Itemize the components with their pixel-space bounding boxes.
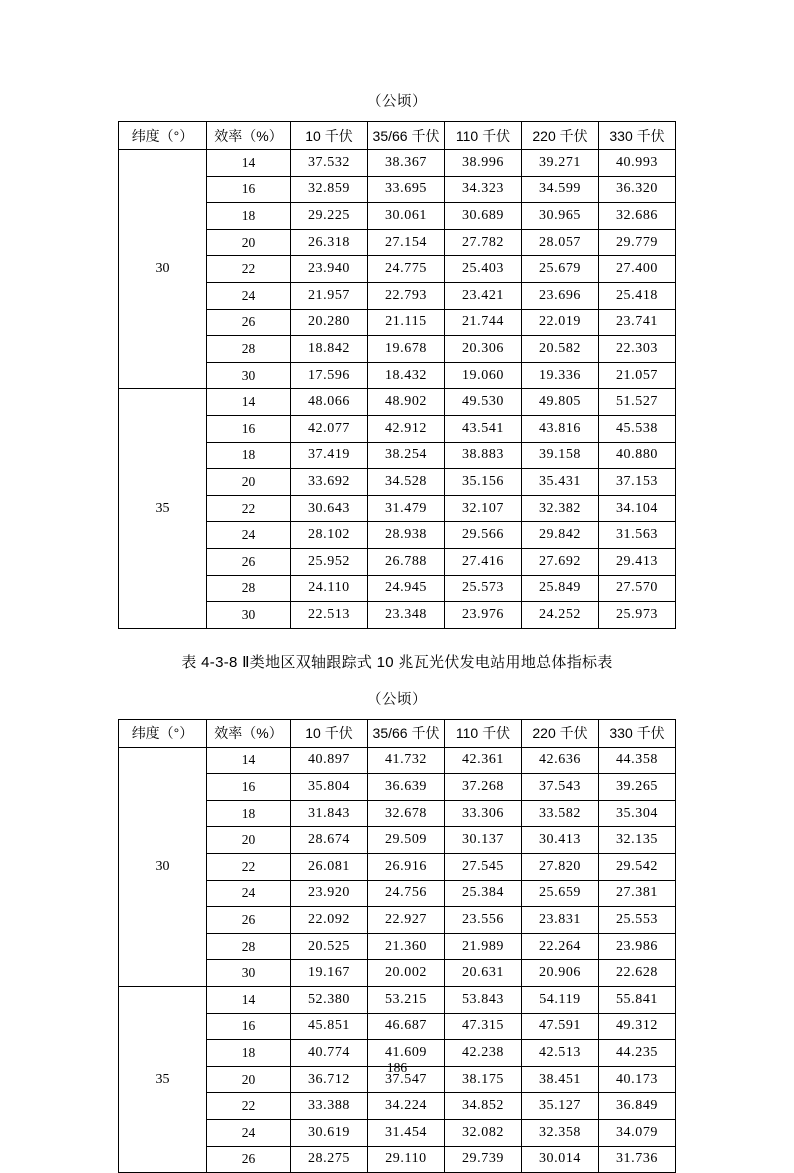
efficiency-cell: 18	[207, 442, 291, 469]
table-row	[119, 150, 676, 177]
value-cell: 32.135	[599, 827, 676, 854]
value-cell: 30.061	[368, 203, 445, 230]
value-cell: 22.513	[291, 602, 368, 629]
column-header-330kv: 330 千伏	[599, 122, 676, 150]
value-cell: 35.804	[291, 774, 368, 801]
efficiency-cell: 28	[207, 933, 291, 960]
value-cell: 25.418	[599, 282, 676, 309]
value-cell: 23.348	[368, 602, 445, 629]
efficiency-cell: 18	[207, 203, 291, 230]
column-header-10kv: 10 千伏	[291, 122, 368, 150]
value-cell: 21.057	[599, 362, 676, 389]
value-cell: 36.712	[291, 1066, 368, 1093]
efficiency-cell: 16	[207, 176, 291, 203]
value-cell: 55.841	[599, 987, 676, 1014]
value-cell: 25.659	[522, 880, 599, 907]
value-cell: 35.127	[522, 1093, 599, 1120]
efficiency-cell: 16	[207, 774, 291, 801]
value-cell: 36.320	[599, 176, 676, 203]
value-cell: 36.849	[599, 1093, 676, 1120]
value-cell: 32.107	[445, 495, 522, 522]
value-cell: 24.110	[291, 575, 368, 602]
value-cell: 34.323	[445, 176, 522, 203]
value-cell: 27.820	[522, 854, 599, 881]
value-cell: 32.859	[291, 176, 368, 203]
value-cell: 29.779	[599, 229, 676, 256]
value-cell: 19.060	[445, 362, 522, 389]
efficiency-cell: 22	[207, 854, 291, 881]
efficiency-cell: 24	[207, 282, 291, 309]
value-cell: 30.689	[445, 203, 522, 230]
value-cell: 52.380	[291, 987, 368, 1014]
value-cell: 32.082	[445, 1120, 522, 1147]
table-1	[118, 121, 676, 629]
efficiency-cell: 30	[207, 602, 291, 629]
table-2-caption: 表 4-3-8 Ⅱ类地区双轴跟踪式 10 兆瓦光伏发电站用地总体指标表	[181, 653, 613, 671]
efficiency-cell: 22	[207, 256, 291, 283]
value-cell: 19.167	[291, 960, 368, 987]
value-cell: 26.081	[291, 854, 368, 881]
value-cell: 27.570	[599, 575, 676, 602]
value-cell: 33.306	[445, 800, 522, 827]
value-cell: 43.816	[522, 415, 599, 442]
efficiency-cell: 20	[207, 469, 291, 496]
value-cell: 49.805	[522, 389, 599, 416]
value-cell: 32.358	[522, 1120, 599, 1147]
column-header-10kv: 10 千伏	[291, 719, 368, 747]
value-cell: 23.920	[291, 880, 368, 907]
value-cell: 20.306	[445, 336, 522, 363]
value-cell: 30.619	[291, 1120, 368, 1147]
value-cell: 29.566	[445, 522, 522, 549]
table-row	[119, 747, 676, 774]
value-cell: 31.843	[291, 800, 368, 827]
value-cell: 37.543	[522, 774, 599, 801]
column-header-35-66kv: 35/66 千伏	[368, 122, 445, 150]
value-cell: 32.678	[368, 800, 445, 827]
value-cell: 44.235	[599, 1040, 676, 1067]
value-cell: 33.692	[291, 469, 368, 496]
table-1-unit: （公顷）	[367, 94, 427, 110]
value-cell: 42.636	[522, 747, 599, 774]
value-cell: 47.591	[522, 1013, 599, 1040]
value-cell: 22.793	[368, 282, 445, 309]
efficiency-cell: 26	[207, 907, 291, 934]
value-cell: 21.957	[291, 282, 368, 309]
value-cell: 42.361	[445, 747, 522, 774]
efficiency-cell: 20	[207, 1066, 291, 1093]
efficiency-cell: 18	[207, 1040, 291, 1067]
efficiency-cell: 16	[207, 1013, 291, 1040]
value-cell: 24.756	[368, 880, 445, 907]
value-cell: 30.014	[522, 1146, 599, 1173]
value-cell: 22.927	[368, 907, 445, 934]
value-cell: 36.639	[368, 774, 445, 801]
value-cell: 41.732	[368, 747, 445, 774]
value-cell: 25.973	[599, 602, 676, 629]
column-header-110kv: 110 千伏	[445, 719, 522, 747]
efficiency-cell: 22	[207, 495, 291, 522]
value-cell: 38.175	[445, 1066, 522, 1093]
value-cell: 42.238	[445, 1040, 522, 1067]
value-cell: 20.002	[368, 960, 445, 987]
value-cell: 39.158	[522, 442, 599, 469]
column-header-latitude: 纬度（°）	[119, 719, 207, 747]
value-cell: 17.596	[291, 362, 368, 389]
value-cell: 49.530	[445, 389, 522, 416]
value-cell: 27.416	[445, 548, 522, 575]
value-cell: 34.528	[368, 469, 445, 496]
efficiency-cell: 14	[207, 987, 291, 1014]
value-cell: 29.739	[445, 1146, 522, 1173]
value-cell: 42.912	[368, 415, 445, 442]
value-cell: 26.916	[368, 854, 445, 881]
value-cell: 34.104	[599, 495, 676, 522]
value-cell: 21.115	[368, 309, 445, 336]
value-cell: 23.421	[445, 282, 522, 309]
value-cell: 23.741	[599, 309, 676, 336]
latitude-group-cell: 35	[119, 389, 207, 628]
page-number: 186	[386, 1060, 408, 1075]
value-cell: 19.336	[522, 362, 599, 389]
value-cell: 25.553	[599, 907, 676, 934]
value-cell: 22.264	[522, 933, 599, 960]
value-cell: 40.897	[291, 747, 368, 774]
value-cell: 45.538	[599, 415, 676, 442]
value-cell: 23.976	[445, 602, 522, 629]
value-cell: 53.215	[368, 987, 445, 1014]
value-cell: 29.842	[522, 522, 599, 549]
table-row	[119, 389, 676, 416]
value-cell: 40.880	[599, 442, 676, 469]
column-header-220kv: 220 千伏	[522, 122, 599, 150]
efficiency-cell: 22	[207, 1093, 291, 1120]
value-cell: 19.678	[368, 336, 445, 363]
value-cell: 37.419	[291, 442, 368, 469]
value-cell: 25.573	[445, 575, 522, 602]
value-cell: 48.902	[368, 389, 445, 416]
value-cell: 26.318	[291, 229, 368, 256]
value-cell: 34.079	[599, 1120, 676, 1147]
efficiency-cell: 26	[207, 1146, 291, 1173]
value-cell: 43.541	[445, 415, 522, 442]
value-cell: 35.156	[445, 469, 522, 496]
value-cell: 28.275	[291, 1146, 368, 1173]
value-cell: 30.643	[291, 495, 368, 522]
value-cell: 20.280	[291, 309, 368, 336]
value-cell: 31.479	[368, 495, 445, 522]
value-cell: 40.993	[599, 150, 676, 177]
efficiency-cell: 30	[207, 960, 291, 987]
efficiency-cell: 14	[207, 389, 291, 416]
value-cell: 30.413	[522, 827, 599, 854]
efficiency-cell: 26	[207, 548, 291, 575]
value-cell: 27.782	[445, 229, 522, 256]
value-cell: 42.077	[291, 415, 368, 442]
value-cell: 23.696	[522, 282, 599, 309]
value-cell: 25.679	[522, 256, 599, 283]
value-cell: 40.774	[291, 1040, 368, 1067]
value-cell: 34.224	[368, 1093, 445, 1120]
value-cell: 25.384	[445, 880, 522, 907]
value-cell: 20.582	[522, 336, 599, 363]
value-cell: 27.154	[368, 229, 445, 256]
value-cell: 23.940	[291, 256, 368, 283]
value-cell: 22.628	[599, 960, 676, 987]
value-cell: 31.563	[599, 522, 676, 549]
value-cell: 29.542	[599, 854, 676, 881]
value-cell: 46.687	[368, 1013, 445, 1040]
value-cell: 31.736	[599, 1146, 676, 1173]
latitude-group-cell: 30	[119, 150, 207, 389]
value-cell: 39.271	[522, 150, 599, 177]
value-cell: 37.153	[599, 469, 676, 496]
value-cell: 30.965	[522, 203, 599, 230]
value-cell: 28.057	[522, 229, 599, 256]
value-cell: 33.388	[291, 1093, 368, 1120]
efficiency-cell: 24	[207, 880, 291, 907]
value-cell: 21.360	[368, 933, 445, 960]
value-cell: 35.431	[522, 469, 599, 496]
value-cell: 30.137	[445, 827, 522, 854]
value-cell: 21.744	[445, 309, 522, 336]
value-cell: 24.775	[368, 256, 445, 283]
value-cell: 22.303	[599, 336, 676, 363]
value-cell: 33.582	[522, 800, 599, 827]
efficiency-cell: 18	[207, 800, 291, 827]
latitude-group-cell: 30	[119, 747, 207, 986]
value-cell: 31.454	[368, 1120, 445, 1147]
value-cell: 40.173	[599, 1066, 676, 1093]
value-cell: 41.609	[368, 1040, 445, 1067]
value-cell: 32.382	[522, 495, 599, 522]
value-cell: 38.451	[522, 1066, 599, 1093]
value-cell: 27.692	[522, 548, 599, 575]
efficiency-cell: 20	[207, 827, 291, 854]
value-cell: 44.358	[599, 747, 676, 774]
value-cell: 22.019	[522, 309, 599, 336]
value-cell: 49.312	[599, 1013, 676, 1040]
value-cell: 18.432	[368, 362, 445, 389]
value-cell: 37.268	[445, 774, 522, 801]
value-cell: 25.403	[445, 256, 522, 283]
value-cell: 28.674	[291, 827, 368, 854]
column-header-220kv: 220 千伏	[522, 719, 599, 747]
efficiency-cell: 24	[207, 1120, 291, 1147]
value-cell: 29.509	[368, 827, 445, 854]
value-cell: 34.599	[522, 176, 599, 203]
value-cell: 42.513	[522, 1040, 599, 1067]
value-cell: 53.843	[445, 987, 522, 1014]
efficiency-cell: 20	[207, 229, 291, 256]
value-cell: 47.315	[445, 1013, 522, 1040]
value-cell: 20.525	[291, 933, 368, 960]
value-cell: 27.400	[599, 256, 676, 283]
efficiency-cell: 28	[207, 336, 291, 363]
value-cell: 32.686	[599, 203, 676, 230]
value-cell: 37.532	[291, 150, 368, 177]
column-header-efficiency: 效率（%）	[207, 719, 291, 747]
value-cell: 20.631	[445, 960, 522, 987]
value-cell: 35.304	[599, 800, 676, 827]
value-cell: 25.849	[522, 575, 599, 602]
table-row	[119, 987, 676, 1014]
efficiency-cell: 24	[207, 522, 291, 549]
value-cell: 25.952	[291, 548, 368, 575]
efficiency-cell: 30	[207, 362, 291, 389]
table-2-unit: （公顷）	[367, 691, 427, 708]
column-header-latitude: 纬度（°）	[119, 122, 207, 150]
value-cell: 29.225	[291, 203, 368, 230]
efficiency-cell: 16	[207, 415, 291, 442]
table-header-row	[119, 122, 676, 150]
value-cell: 24.252	[522, 602, 599, 629]
value-cell: 21.989	[445, 933, 522, 960]
value-cell: 38.996	[445, 150, 522, 177]
value-cell: 18.842	[291, 336, 368, 363]
value-cell: 28.102	[291, 522, 368, 549]
column-header-efficiency: 效率（%）	[207, 122, 291, 150]
value-cell: 28.938	[368, 522, 445, 549]
value-cell: 37.547	[368, 1066, 445, 1093]
column-header-35-66kv: 35/66 千伏	[368, 719, 445, 747]
value-cell: 20.906	[522, 960, 599, 987]
value-cell: 38.254	[368, 442, 445, 469]
value-cell: 38.367	[368, 150, 445, 177]
value-cell: 54.119	[522, 987, 599, 1014]
value-cell: 38.883	[445, 442, 522, 469]
latitude-group-cell: 35	[119, 987, 207, 1173]
value-cell: 29.110	[368, 1146, 445, 1173]
value-cell: 26.788	[368, 548, 445, 575]
table-header-row	[119, 719, 676, 747]
efficiency-cell: 26	[207, 309, 291, 336]
efficiency-cell: 28	[207, 575, 291, 602]
value-cell: 23.986	[599, 933, 676, 960]
table-2	[118, 719, 676, 1173]
value-cell: 23.831	[522, 907, 599, 934]
column-header-110kv: 110 千伏	[445, 122, 522, 150]
value-cell: 45.851	[291, 1013, 368, 1040]
value-cell: 48.066	[291, 389, 368, 416]
value-cell: 39.265	[599, 774, 676, 801]
column-header-330kv: 330 千伏	[599, 719, 676, 747]
value-cell: 22.092	[291, 907, 368, 934]
efficiency-cell: 14	[207, 150, 291, 177]
value-cell: 27.545	[445, 854, 522, 881]
value-cell: 33.695	[368, 176, 445, 203]
value-cell: 27.381	[599, 880, 676, 907]
efficiency-cell: 14	[207, 747, 291, 774]
value-cell: 24.945	[368, 575, 445, 602]
value-cell: 23.556	[445, 907, 522, 934]
value-cell: 34.852	[445, 1093, 522, 1120]
value-cell: 29.413	[599, 548, 676, 575]
value-cell: 51.527	[599, 389, 676, 416]
